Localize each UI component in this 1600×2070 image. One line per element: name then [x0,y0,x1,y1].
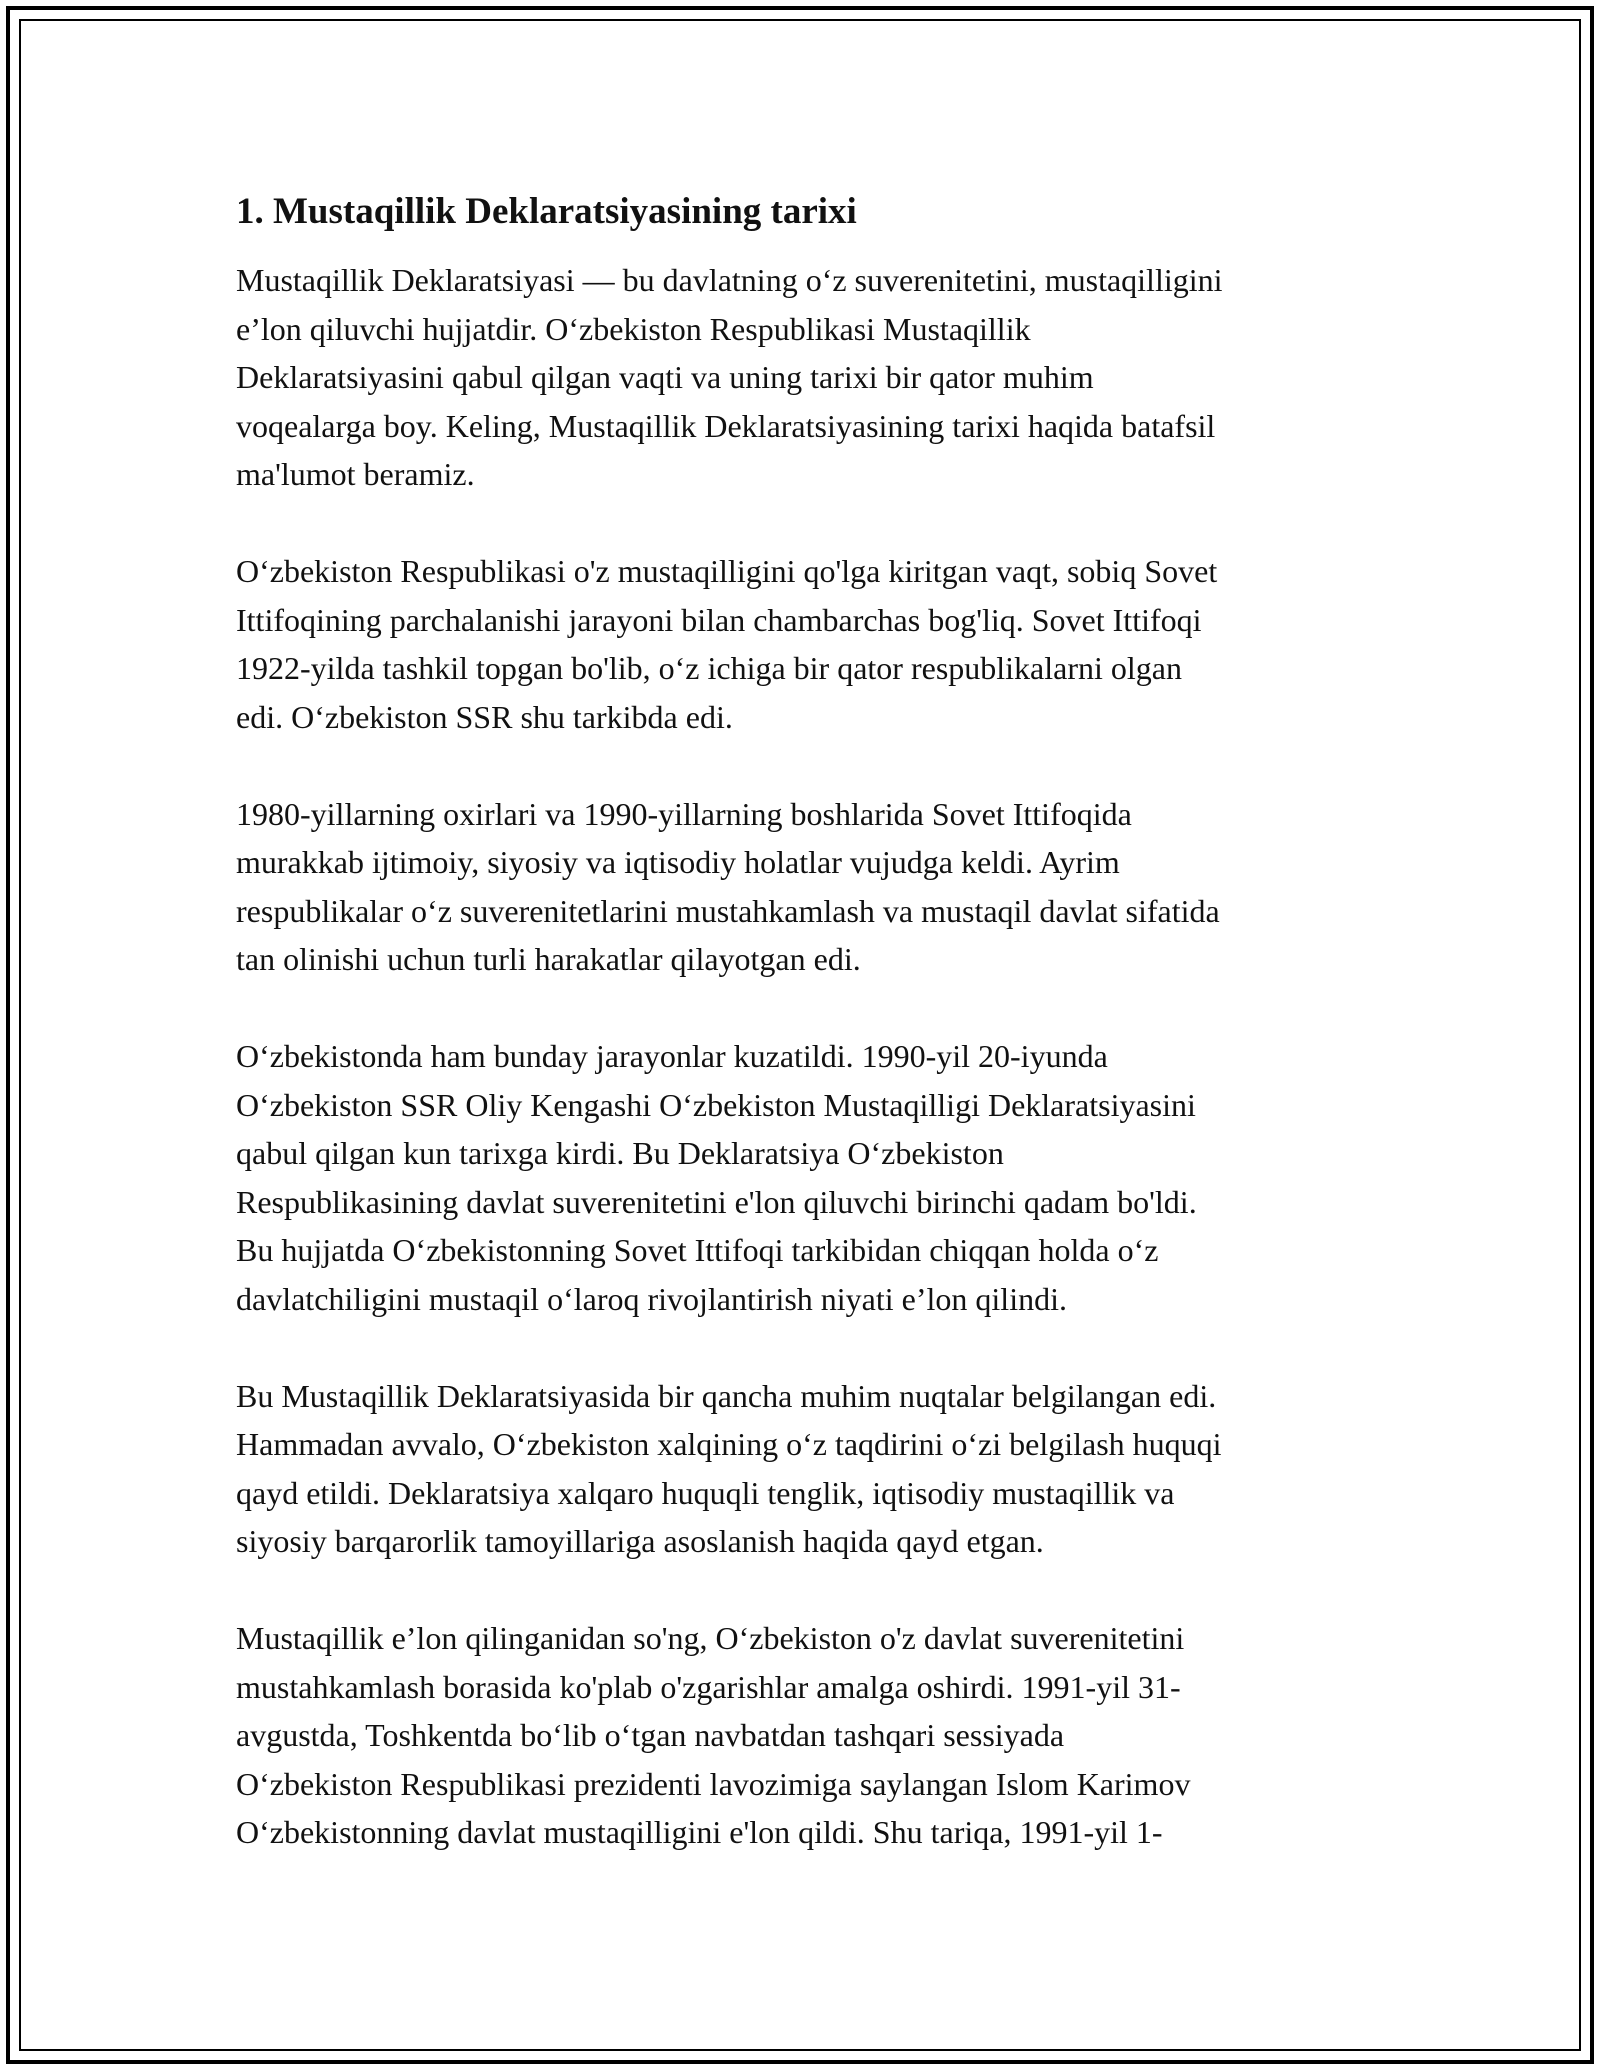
text-line: qayd etildi. Deklaratsiya xalqaro huquqli tenglik, iqtisodiy mustaqillik va [236,1474,1175,1511]
paragraph [236,1372,1372,1566]
text-line: edi. Oʻzbekiston SSR shu tarkibda edi. [236,698,733,735]
text-line: Bu Mustaqillik Deklaratsiyasida bir qancha muhim nuqtalar belgilangan edi. [236,1377,1217,1414]
text-line: respublikalar oʻz suverenitetlarini mustahkamlash va mustaqil davlat sifatida [236,892,1220,929]
text-line: davlatchiligini mustaqil oʻlaroq rivojlantirish niyati e’lon qilindi. [236,1280,1067,1317]
text-line: Oʻzbekiston Respublikasi prezidenti lavozimiga saylangan Islom Karimov [236,1765,1191,1802]
text-line: qabul qilgan kun tarixga kirdi. Bu Deklaratsiya Oʻzbekiston [236,1135,1004,1171]
text-line: Mustaqillik Deklaratsiyasi — bu davlatning oʻz suverenitetini, mustaqilligini [236,262,1223,298]
text-line: Bu hujjatda Oʻzbekistonning Sovet Ittifoqi tarkibidan chiqqan holda oʻz [236,1232,1159,1268]
text-line: Respublikasining davlat suverenitetini e'lon qiluvchi birinchi qadam bo'ldi. [236,1183,1197,1220]
text-line: Mustaqillik e’lon qilinganidan so'ng, Oʻzbekiston o'z davlat suverenitetini [236,1620,1185,1656]
text-line: murakkab ijtimoiy, siyosiy va iqtisodiy holatlar vujudga keldi. Ayrim [236,844,1120,880]
paragraph-list [236,256,1372,1857]
paragraph [236,1032,1372,1323]
section-heading: 1. Mustaqillik Deklaratsiyasining tarixi [236,191,857,232]
paragraph [236,1614,1372,1857]
text-line: avgustda, Toshkentda boʻlib oʻtgan navbatdan tashqari sessiyada [236,1717,1065,1753]
text-line: 1980-yillarning oxirlari va 1990-yillarning boshlarida Sovet Ittifoqida [236,795,1132,832]
text-line: mustahkamlash borasida ko'plab o'zgarishlar amalga oshirdi. 1991-yil 31- [236,1668,1181,1705]
document-body [236,188,1372,1905]
text-line: Oʻzbekistonning davlat mustaqilligini e'lon qildi. Shu tariqa, 1991-yil 1- [236,1814,1163,1850]
text-line: Ittifoqining parchalanishi jarayoni bilan chambarchas bog'liq. Sovet Ittifoqi [236,601,1202,638]
text-line: 1922-yilda tashkil topgan bo'lib, oʻz ichiga bir qator respublikalarni olgan [236,650,1182,686]
text-line: Oʻzbekiston Respublikasi o'z mustaqilligini qo'lga kiritgan vaqt, sobiq Sovet [236,553,1218,589]
text-line: siyosiy barqarorlik tamoyillariga asoslanish haqida qayd etgan. [236,1523,1044,1559]
paragraph [236,256,1372,499]
text-line: Oʻzbekiston SSR Oliy Kengashi Oʻzbekiston Mustaqilligi Deklaratsiyasini [236,1086,1196,1123]
text-line: Hammadan avvalo, Oʻzbekiston xalqining oʻz taqdirini oʻzi belgilash huquqi [236,1426,1222,1462]
text-line: ma'lumot beramiz. [236,456,475,492]
paragraph [236,547,1372,741]
text-line: e’lon qiluvchi hujjatdir. Oʻzbekiston Respublikasi Mustaqillik [236,310,1031,347]
text-line: Deklaratsiyasini qabul qilgan vaqti va uning tarixi bir qator muhim [236,359,1094,395]
text-line: Oʻzbekistonda ham bunday jarayonlar kuzatildi. 1990-yil 20-iyunda [236,1038,1108,1074]
paragraph [236,790,1372,984]
text-line: voqealarga boy. Keling, Mustaqillik Deklaratsiyasining tarixi haqida batafsil [236,407,1216,444]
text-line: tan olinishi uchun turli harakatlar qilayotgan edi. [236,941,861,977]
